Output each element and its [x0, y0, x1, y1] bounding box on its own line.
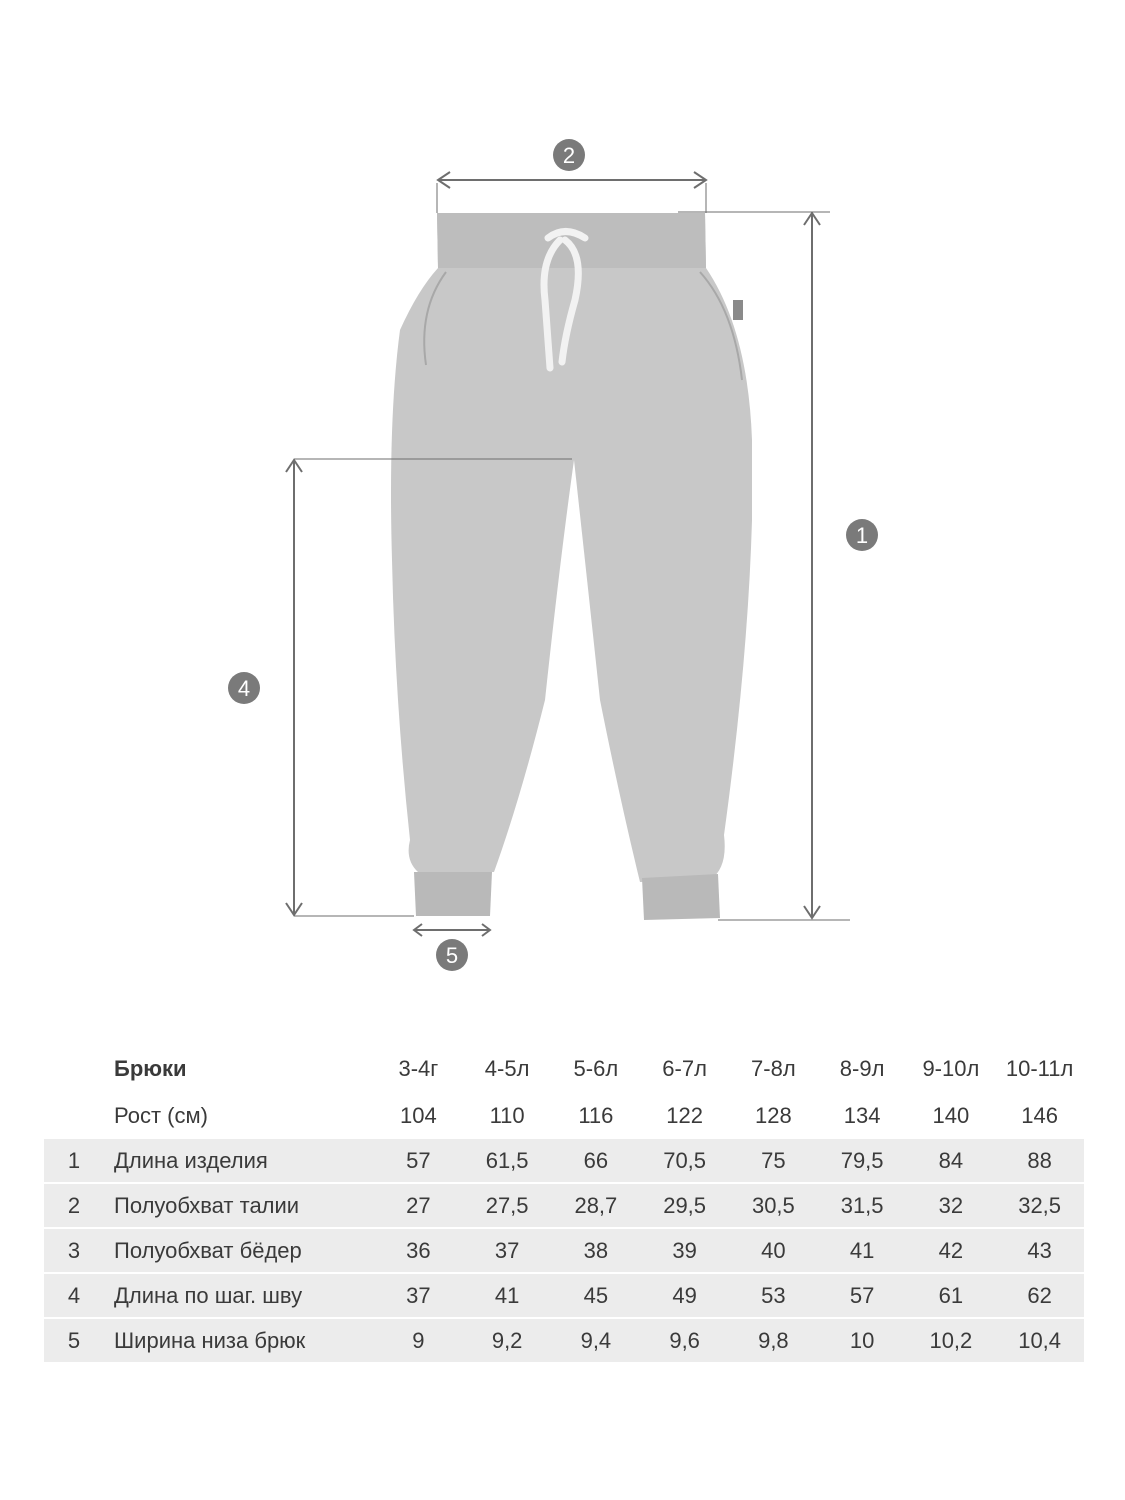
size-cell: 7-8л [751, 1056, 796, 1081]
height-cell: 128 [755, 1103, 792, 1128]
height-cell: 104 [400, 1103, 437, 1128]
measurement-label: Длина по шаг. шву [104, 1273, 374, 1318]
row-number: 2 [44, 1183, 104, 1228]
table-cell: 30,5 [729, 1183, 818, 1228]
table-cell: 45 [552, 1273, 641, 1318]
table-cell: 36 [374, 1228, 463, 1273]
table-cell: 41 [463, 1273, 552, 1318]
table-cell: 66 [552, 1139, 641, 1183]
badge-2 [553, 139, 585, 171]
table-cell: 10,2 [907, 1318, 996, 1363]
table-cell: 61,5 [463, 1139, 552, 1183]
size-header-row [44, 1045, 1084, 1093]
table-cell: 88 [995, 1139, 1084, 1183]
table-cell: 9,2 [463, 1318, 552, 1363]
height-cell: 122 [666, 1103, 703, 1128]
table-cell: 27,5 [463, 1183, 552, 1228]
measurement-label: Полуобхват бёдер [104, 1228, 374, 1273]
height-label: Рост (см) [114, 1103, 208, 1128]
height-cell: 110 [489, 1103, 525, 1128]
table-cell: 10,4 [995, 1318, 1084, 1363]
table-cell: 31,5 [818, 1183, 907, 1228]
table-cell: 37 [463, 1228, 552, 1273]
row-number: 1 [44, 1139, 104, 1183]
table-cell: 29,5 [640, 1183, 729, 1228]
table-cell: 57 [818, 1273, 907, 1318]
table-row [44, 1183, 1084, 1228]
size-cell: 10-11л [1005, 1056, 1074, 1081]
measurement-label: Полуобхват талии [104, 1183, 374, 1228]
table-row [44, 1139, 1084, 1183]
table-cell: 37 [374, 1273, 463, 1318]
table-cell: 39 [640, 1228, 729, 1273]
brand-tag [733, 300, 743, 320]
table-cell: 32 [907, 1183, 996, 1228]
table-cell: 41 [818, 1228, 907, 1273]
size-cell: 5-6л [573, 1056, 619, 1081]
table-cell: 42 [907, 1228, 996, 1273]
table-cell: 79,5 [818, 1139, 907, 1183]
left-cuff [414, 872, 492, 916]
table-cell: 62 [995, 1273, 1084, 1318]
badge-4 [228, 672, 260, 704]
table-row [44, 1228, 1084, 1273]
table-cell: 28,7 [552, 1183, 641, 1228]
height-cell: 146 [1021, 1103, 1058, 1128]
table-cell: 32,5 [995, 1183, 1084, 1228]
table-row [44, 1318, 1084, 1363]
table-cell: 9,8 [729, 1318, 818, 1363]
size-cell: 3-4г [398, 1056, 439, 1081]
measurement-label: Ширина низа брюк [104, 1318, 374, 1363]
badge-1 [846, 519, 878, 551]
table-cell: 75 [729, 1139, 818, 1183]
table-cell: 61 [907, 1273, 996, 1318]
waistband [437, 213, 706, 268]
badge-1-label: 1 [855, 523, 869, 548]
right-cuff [642, 874, 720, 920]
badge-2-label: 2 [562, 143, 576, 168]
badge-5-label: 5 [445, 943, 459, 968]
row-number [44, 1045, 104, 1093]
table-cell: 27 [374, 1183, 463, 1228]
table-cell: 9,6 [640, 1318, 729, 1363]
height-cell: 134 [843, 1103, 881, 1128]
table-cell: 10 [818, 1318, 907, 1363]
pants-illustration [391, 213, 752, 920]
row-number [44, 1093, 104, 1139]
table-cell: 40 [729, 1228, 818, 1273]
size-cell: 9-10л [922, 1056, 980, 1081]
height-cell: 140 [932, 1103, 970, 1128]
table-cell: 53 [729, 1273, 818, 1318]
height-row [44, 1093, 1084, 1139]
table-cell: 9 [374, 1318, 463, 1363]
measurement-label: Длина изделия [104, 1139, 374, 1183]
table-cell: 38 [552, 1228, 641, 1273]
row-number: 3 [44, 1228, 104, 1273]
size-cell: 8-9л [839, 1056, 885, 1081]
row-number: 5 [44, 1318, 104, 1363]
table-cell: 9,4 [552, 1318, 641, 1363]
size-chart-table [44, 1045, 1084, 1364]
table-cell: 49 [640, 1273, 729, 1318]
size-cell: 6-7л [662, 1056, 707, 1081]
badge-5 [436, 939, 468, 971]
size-cell: 4-5л [484, 1056, 530, 1081]
height-cell: 116 [578, 1103, 614, 1128]
table-cell: 84 [907, 1139, 996, 1183]
table-row [44, 1273, 1084, 1318]
row-number: 4 [44, 1273, 104, 1318]
table-title: Брюки [114, 1056, 187, 1081]
table-cell: 70,5 [640, 1139, 729, 1183]
table-cell: 57 [374, 1139, 463, 1183]
table-cell: 43 [995, 1228, 1084, 1273]
badge-4-label: 4 [237, 676, 251, 701]
